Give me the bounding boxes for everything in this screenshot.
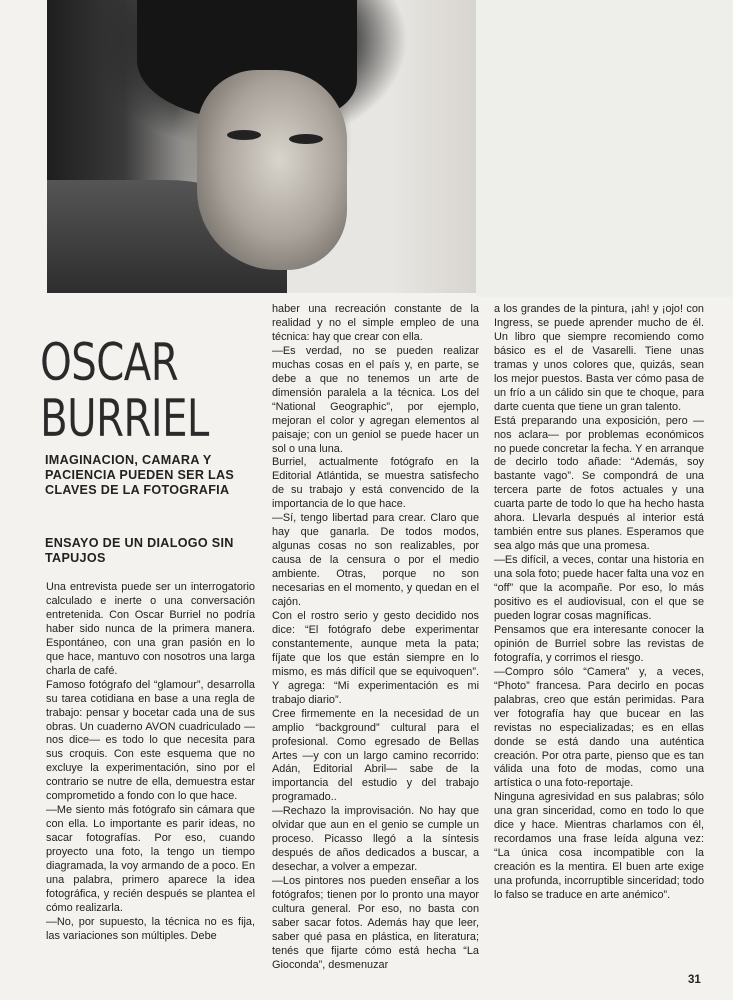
text-column-3 xyxy=(494,303,704,903)
paragraph: Famoso fotógrafo del “glamour”, desarrolla su tarea cotidiana en base a una regla de trabajo: pensar y bocetar cada una de sus obras. Un cuaderno AVON cuadriculado —nos dice— es todo lo que necesita para sus croquis. Con este esquema que no excluye la experimentación, sino por el contrario se nutre de ella, demuestra estar comprometido a fondo con lo que hace. xyxy=(46,678,255,803)
paragraph: a los grandes de la pintura, ¡ah! y ¡ojo! con Ingress, se puede aprender mucho de él. Un libro que siempre recomiendo como básico es el de Vasarelli. Tiene unas tramas y unos colores que, quizás, sean los mejor puestos. Basta ver cómo pasa de un frío a un cálido sin que te choque, para darte cuenta que tiene un gran talento. xyxy=(494,303,704,413)
paragraph: —Los pintores nos pueden enseñar a los fotógrafos; tienen por lo pronto una mayor cultura general. Por eso, no basta con saber sacar fotos. Además hay que leer, saber qué pasa en plástica, en literatura; tenés que fijarte cómo está hecha “La Gioconda”, desmenuzar xyxy=(272,875,479,971)
paragraph: —Compro sólo “Camera” y, a veces, “Photo” francesa. Para decirlo en pocas palabras, creo que están perimidas. Para ver fotografía hay que bucear en las revistas no especializadas; es en ellas donde se está dando una auténtica creación. Por otra parte, pienso que es tan válida una foto de modas, como una artística o una foto-reportaje. xyxy=(494,665,704,790)
paragraph: Con el rostro serio y gesto decidido nos dice: “El fotógrafo debe experimentar constantemente, aunque meta la pata; fíjate que los que están siempre en lo mismo, es más difícil que se equivoquen”. Y agrega: “Mi experimentación es mi trabajo diario”. xyxy=(272,609,479,706)
paragraph: —Me siento más fotógrafo sin cámara que con ella. Lo importante es parir ideas, no sacar fotografías. Por eso, cuando proyecto una foto, la tengo un tiempo diagramada, la voy armando de a poco. En una palabra, primero aparece la idea fotográfica, y recién después se plantea el cómo realizarla. xyxy=(46,804,255,914)
article-subheading: IMAGINACION, CAMARA Y PACIENCIA PUEDEN SER LAS CLAVES DE LA FOTOGRAFIA xyxy=(45,453,235,497)
essay-title: ENSAYO DE UN DIALOGO SIN TAPUJOS xyxy=(45,536,234,565)
headline-line-1: OSCAR xyxy=(40,333,179,393)
paragraph: —Rechazo la improvisación. No hay que olvidar que aun en el genio se cumple un proceso. Picasso llegó a la síntesis después de años dedicados a buscar, a desechar, a volver a empezar. xyxy=(272,805,479,874)
paragraph: Pensamos que era interesante conocer la opinión de Burriel sobre las revistas de fotografía, y corrimos el riesgo. xyxy=(494,623,704,664)
photo-face xyxy=(197,70,347,270)
page-number: 31 xyxy=(688,974,701,986)
paragraph: haber una recreación constante de la realidad y no el simple empleo de una técnica: hay que crear con ella. xyxy=(272,303,479,343)
paragraph: —No, por supuesto, la técnica no es fija, las variaciones son múltiples. Debe xyxy=(46,915,255,942)
text-column-2 xyxy=(272,303,479,973)
paragraph: —Sí, tengo libertad para crear. Claro que hay que ganarla. De todos modos, algunas cosas no son realizables, por causa de la censura o por el medio ambiente. Otras, porque no son necesarias en el momento, y quedan en el cajón. xyxy=(272,512,479,609)
paragraph: Está preparando una exposición, pero —nos aclara— por problemas económicos no puede concretar la fecha. Y en arranque de decirlo todo añade: “Además, soy bastante vago”. Se compondrá de una tercera parte de fotos actuales y una cuarta parte de todo lo que ha hecho hasta ahora. Llevarla después al interior está también entre sus planes. Esperamos que sea algo más que una promesa. xyxy=(494,414,704,553)
paragraph: —Es verdad, no se pueden realizar muchas cosas en el país y, en parte, se debe a que no tenemos un arte de dimensión paralela a la técnica. Los del “National Geographic”, por ejemplo, mejoran el color y agregan elementos al paisaje; con un geniol se puede hacer un sol o una luna. xyxy=(272,344,479,455)
paragraph: Una entrevista puede ser un interrogatorio calculado e inerte o una conversación entretenida. Con Oscar Burriel no podría haber sido nunca de la primera manera. Espontáneo, con una gran pasión en lo que hace, mantuvo con nosotros una larga charla de café. xyxy=(46,581,255,677)
portrait-photo xyxy=(47,0,476,293)
text-column-1 xyxy=(46,581,255,944)
photo-background-strip xyxy=(476,0,733,297)
photo-eye-left xyxy=(227,130,261,140)
paragraph: Ninguna agresividad en sus palabras; sólo una gran sinceridad, como en todo lo que dice y hace. Mientras charlamos con él, recordamos una frase leída alguna vez: “La única cosa incompatible con la creación es la mentira. El buen arte exige una profunda, incorruptible sinceridad; todo lo falso se traduce en arte anémico”. xyxy=(494,791,704,902)
photo-eye-right xyxy=(289,134,323,144)
paragraph: Burriel, actualmente fotógrafo en la Editorial Atlántida, se muestra satisfecho de su trabajo y está convencido de la importancia de lo que hace. xyxy=(272,456,479,511)
article-headline xyxy=(40,335,245,447)
paragraph: Cree firmemente en la necesidad de un amplio “background” cultural para el profesional. Como egresado de Bellas Artes —y con un largo camino recorrido: Adán, Editorial Abril— sabe de la importancia del estudio y del trabajo programado.. xyxy=(272,707,479,804)
headline-line-2: BURRIEL xyxy=(40,389,209,449)
paragraph: —Es difícil, a veces, contar una historia en una sola foto; puede hacer falta una voz en “off” que la acompañe. Por eso, lo más positivo es el audiovisual, con el que se pueden lograr cosas magníficas. xyxy=(494,554,704,622)
